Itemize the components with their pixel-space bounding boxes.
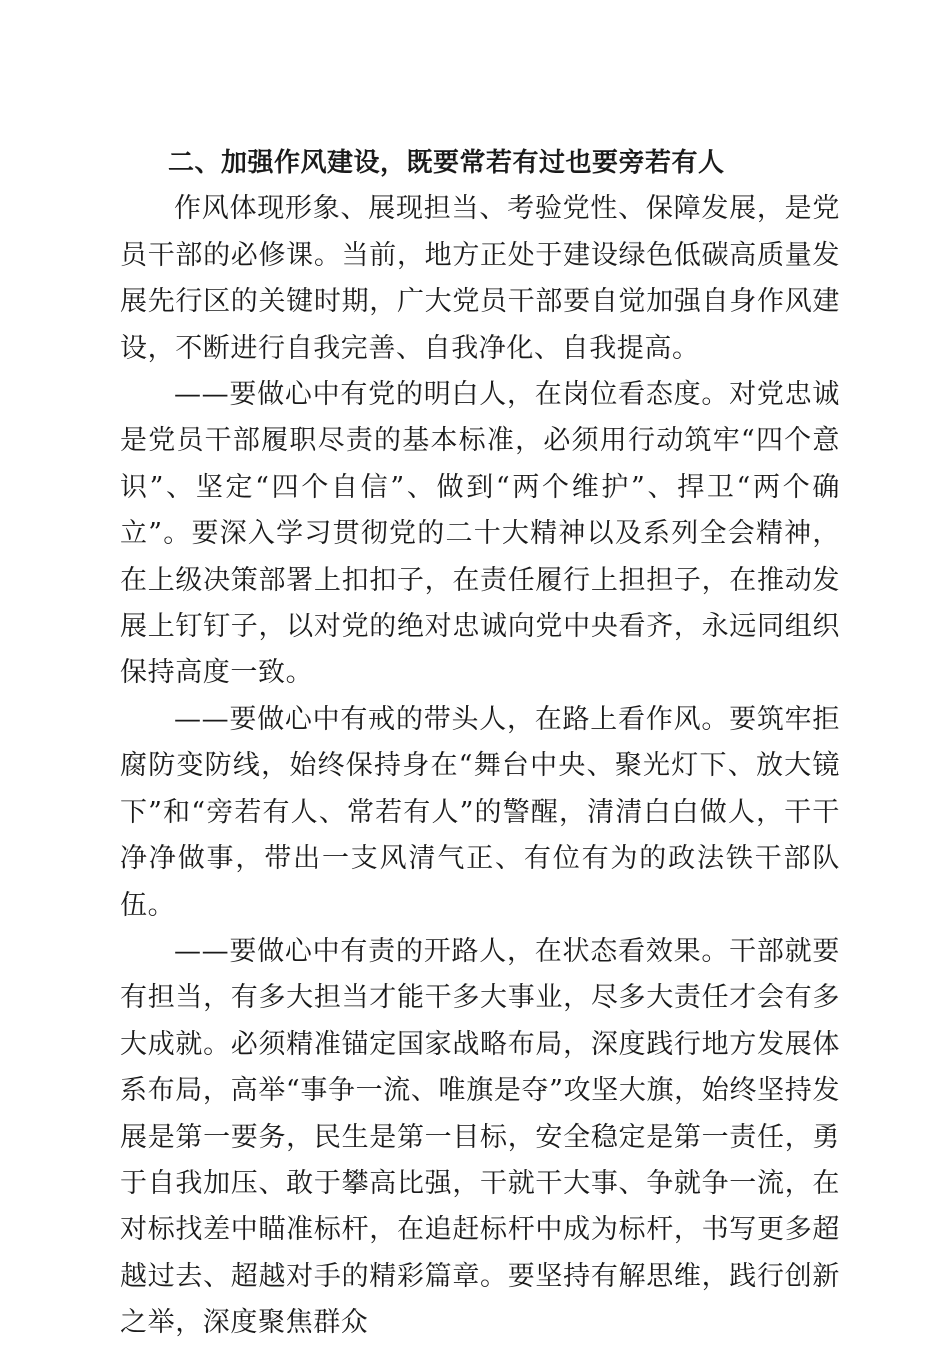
paragraph-intro: 作风体现形象、展现担当、考验党性、保障发展，是党员干部的必修课。当前，地方正处于建设绿色低碳高质量发展先行区的关键时期，广大党员干部要自觉加强自身作风建设，不断进行自我完善、自我净化、自我提高。 — [120, 193, 840, 364]
document-body — [120, 140, 840, 1347]
section-heading: 二、加强作风建设，既要常若有过也要旁若有人 — [168, 148, 725, 178]
paragraph-party-loyalty: ——要做心中有党的明白人，在岗位看态度。对党忠诚是党员干部履职尽责的基本标准，必须用行动筑牢“四个意识”、坚定“四个自信”、做到“两个维护”、捍卫“两个确立”。要深入学习贯彻党的二十大精神以及系列全会精神，在上级决策部署上扣扣子，在责任履行上担担子，在推动发展上钉钉子，以对党的绝对忠诚向党中央看齐，永远同组织保持高度一致。 — [120, 379, 840, 689]
paragraph-responsibility: ——要做心中有责的开路人，在状态看效果。干部就要有担当，有多大担当才能干多大事业，尽多大责任才会有多大成就。必须精准锚定国家战略布局，深度践行地方发展体系布局，高举“事争一流、唯旗是夺”攻坚大旗，始终坚持发展是第一要务，民生是第一目标，安全稳定是第一责任，勇于自我加压、敢于攀高比强，干就干大事、争就争一流，在对标找差中瞄准标杆，在追赶标杆中成为标杆，书写更多超越过去、超越对手的精彩篇章。要坚持有解思维，践行创新之举，深度聚焦群众 — [120, 935, 840, 1339]
paragraph-discipline: ——要做心中有戒的带头人，在路上看作风。要筑牢拒腐防变防线，始终保持身在“舞台中央、聚光灯下、放大镜下”和“旁若有人、常若有人”的警醒，清清白白做人，干干净净做事，带出一支风清气正、有位有为的政法铁干部队伍。 — [120, 703, 840, 921]
